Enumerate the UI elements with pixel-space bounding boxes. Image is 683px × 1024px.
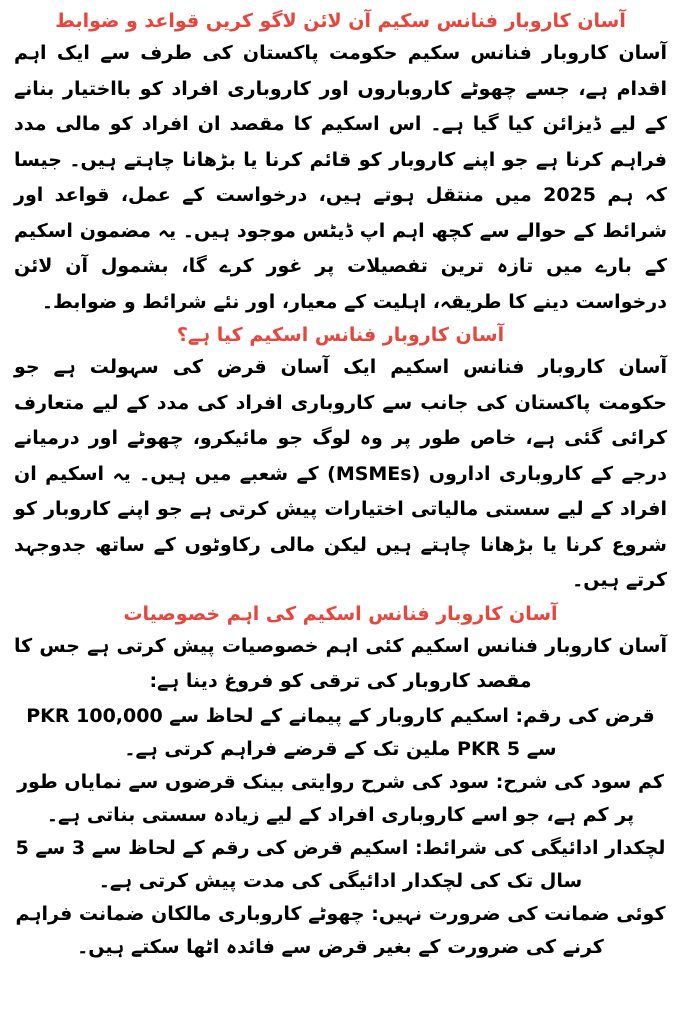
feature-label: کوئی ضمانت کی ضرورت نہیں: — [371, 902, 666, 925]
scheme-description-paragraph: آسان کاروبار فنانس اسکیم ایک آسان قرض کی سہولت ہے جو حکومت پاکستان کی جانب سے کاروباری افراد کی مدد کے لیے متعارف کرائی گئی ہے، خاص طور پر وہ لوگ جو مائیکرو، چھوٹے اور درمیانے درجے کے کاروباری اداروں (MSMEs) کے شعبے میں ہیں۔ یہ اسکیم ان افراد کے لیے سستی مالیاتی اختیارات پیش کرتی ہے جو اپنے کاروبار کو شروع کرنا یا بڑھانا چاہتے ہیں لیکن مالی رکاوٹوں کے ساتھ جدوجہد کرتے ہیں۔ — [14, 356, 667, 591]
feature-text: اسکیم کاروبار کے پیمانے کے لحاظ سے PKR 100,000 سے PKR 5 ملین تک کے قرضے فراہم کرتی ہے۔ — [26, 704, 557, 760]
feature-repayment-terms — [14, 832, 667, 898]
feature-text: سود کی شرح روایتی بینک قرضوں سے نمایاں طور پر کم ہے، جو اسے کاروباری افراد کے لیے زیادہ سستی بناتی ہے۔ — [17, 770, 635, 826]
feature-label: لچکدار ادائیگی کی شرائط: — [414, 836, 666, 859]
features-intro-paragraph: آسان کاروبار فنانس اسکیم کئی اہم خصوصیات پیش کرتی ہے جس کا مقصد کاروبار کی ترقی کو فروغ دینا ہے: — [14, 634, 667, 692]
feature-text: اسکیم قرض کی رقم کے لحاظ سے 3 سے 5 سال تک کی لچکدار ادائیگی کی مدت پیش کرتی ہے۔ — [15, 836, 583, 892]
feature-loan-amount — [14, 700, 667, 766]
heading-terms: آسان کاروبار فنانس سکیم آن لائن لاگو کریں قواعد و ضوابط — [55, 10, 626, 32]
feature-text: چھوٹے کاروباری مالکان ضمانت فراہم کرنے کی ضرورت کے بغیر قرض سے فائدہ اٹھا سکتے ہیں۔ — [15, 902, 604, 958]
feature-interest-rate — [14, 766, 667, 832]
heading-key-features: آسان کاروبار فنانس اسکیم کی اہم خصوصیات — [123, 602, 558, 625]
feature-label: کم سود کی شرح: — [495, 770, 664, 793]
feature-no-collateral — [14, 898, 667, 964]
intro-paragraph: آسان کاروبار فنانس سکیم حکومت پاکستان کی طرف سے ایک اہم اقدام ہے، جسے چھوٹے کاروباروں اور کاروباری افراد کو بااختیار بنانے کے لیے ڈیزائن کیا گیا ہے۔ اس اسکیم کا مقصد ان افراد کو مالی مدد فراہم کرنا ہے جو اپنے کاروبار کو قائم کرنا یا بڑھانا چاہتے ہیں۔ جیسا کہ ہم 2025 میں منتقل ہوتے ہیں، درخواست کے عمل، قواعد اور شرائط کے حوالے سے کچھ اہم اپ ڈیٹس موجود ہیں۔ یہ مضمون اسکیم کے بارے میں تازہ ترین تفصیلات پر غور کرے گا، بشمول آن لائن درخواست دینے کا طریقہ، اہلیت کے معیار، اور نئے شرائط و ضوابط۔ — [14, 42, 667, 313]
heading-what-is-scheme: آسان کاروبار فنانس اسکیم کیا ہے؟ — [176, 324, 505, 346]
feature-label: قرض کی رقم: — [515, 704, 655, 727]
